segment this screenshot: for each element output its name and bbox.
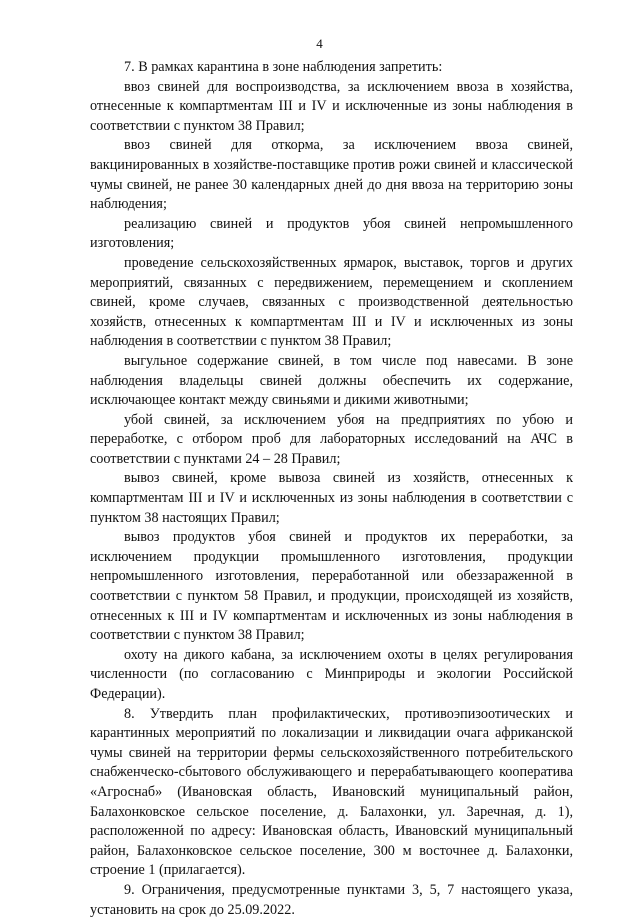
page-number: 4 <box>316 36 323 51</box>
paragraph: ввоз свиней для воспроизводства, за исключением ввоза в хозяйства, отнесенные к компартментам III и IV и исключенные из зоны наблюдения в соответствии с пунктом 38 Правил; <box>90 78 573 134</box>
paragraph: проведение сельскохозяйственных ярмарок, выставок, торгов и других мероприятий, связанных с передвижением, перемещением и скоплением свиней, кроме случаев, связанных с производственной деятельностью хозяйств, отнесенных к компартментам III и IV и исключенных из зоны наблюдения в соответствии с пунктом 38 Правил; <box>90 254 573 350</box>
paragraph: выгульное содержание свиней, в том числе под навесами. В зоне наблюдения владельцы свиней должны обеспечить их содержание, исключающее контакт между свиньями и дикими животными; <box>90 352 573 409</box>
paragraph-8: 8. Утвердить план профилактических, противоэпизоотических и карантинных мероприятий по локализации и ликвидации очага африканской чумы свиней на территории фермы сельскохозяйственного потребительского снабженческо-сбытового обслуживающего и перерабатывающего кооператива «Агроснаб» (Ивановская область, Ивановский муниципальный район, Балахонковское сельское поселение, д. Балахонки, ул. Заречная, д. 1), расположенной по адресу: Ивановская область, Ивановский муниципальный район, Балахонковское сельское поселение, 300 м восточнее д. Балахонки, строение 1 (прилагается). <box>90 705 573 879</box>
paragraph: вывоз свиней, кроме вывоза свиней из хозяйств, отнесенных к компартментам III и IV и исключенных из зоны наблюдения в соответствии с пунктом 38 настоящих Правил; <box>90 470 573 526</box>
paragraph: вывоз продуктов убоя свиней и продуктов их переработки, за исключением продукции промышленного изготовления, продукции непромышленного изготовления, переработанной или обеззараженной в соответствии с пунктом 58 Правил, и продукции, происходящей из хозяйств, отнесенных к III и IV компартментам и исключенных из зоны наблюдения в соответствии с пунктом 38 Правил; <box>90 529 573 644</box>
paragraph-9: 9. Ограничения, предусмотренные пунктами 3, 5, 7 настоящего указа, установить на срок до 25.09.2022. <box>90 881 573 918</box>
paragraph: убой свиней, за исключением убоя на предприятиях по убою и переработке, с отбором проб для лабораторных исследований на АЧС в соответствии с пунктами 24 – 28 Правил; <box>90 411 573 467</box>
paragraph: охоту на дикого кабана, за исключением охоты в целях регулирования численности (по согласованию с Минприроды и экологии Российской Федерации). <box>90 646 573 702</box>
paragraph: реализацию свиней и продуктов убоя свиней непромышленного изготовления; <box>90 215 573 252</box>
document-body <box>90 58 573 920</box>
paragraph: ввоз свиней для откорма, за исключением ввоза свиней, вакцинированных в хозяйстве-поставщике против рожи свиней и классической чумы свиней, не ранее 30 календарных дней до дня ввоза на территорию зоны наблюдения; <box>90 137 573 213</box>
paragraph-7-heading: 7. В рамках карантина в зоне наблюдения запретить: <box>124 59 443 75</box>
